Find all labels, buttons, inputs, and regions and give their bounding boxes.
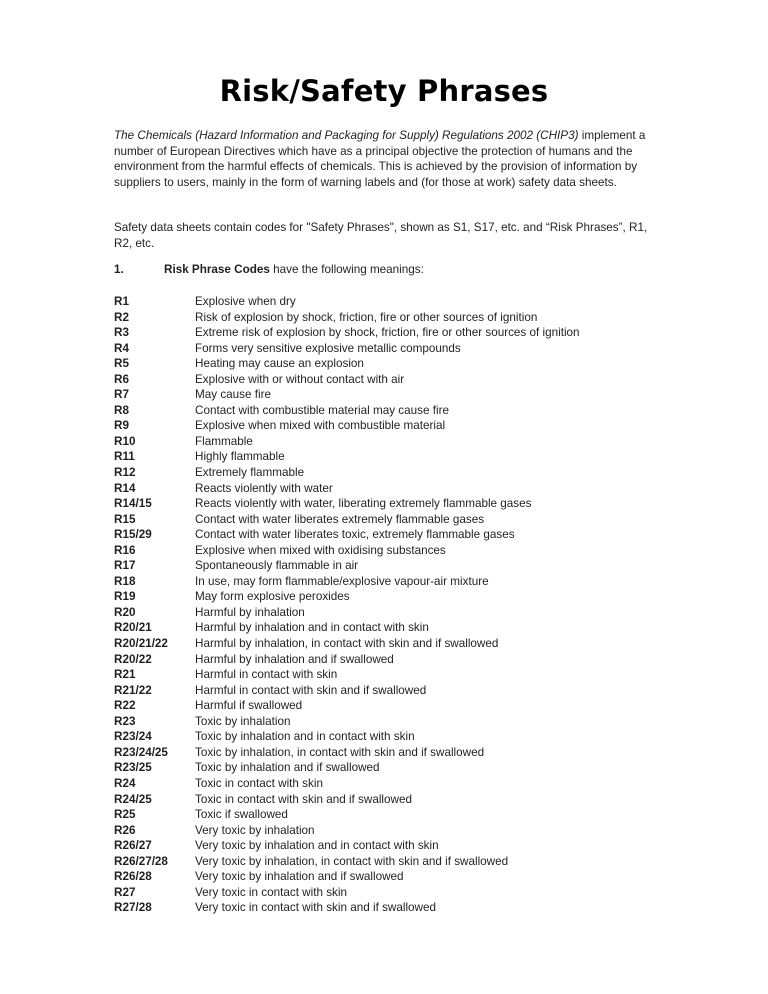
phrase-code: R22 [114,699,136,713]
phrase-code: R23/24 [114,730,152,744]
phrase-code: R17 [114,559,136,573]
phrase-row [114,387,714,403]
phrase-row [114,869,714,885]
section-number: 1. [114,263,124,276]
safety-data-sheets-text: Safety data sheets contain codes for "Safety Phrases", shown as S1, S17, etc. and “Risk Phrases”, R1, R2, etc. [114,221,648,250]
phrase-row [114,620,714,636]
phrase-row [114,854,714,870]
phrase-code: R3 [114,326,129,340]
phrase-description: Very toxic by inhalation and in contact with skin [195,839,439,853]
phrase-code: R21/22 [114,683,152,697]
intro-paragraph-rest: implement a number of European Directives which have as a principal objective the protection of humans and the environment from the harmful effects of chemicals. This is achieved by the provision of information by suppliers to users, mainly in the form of warning labels and (for those at work) safety data sheets. [114,129,646,189]
phrase-description: Contact with water liberates toxic, extremely flammable gases [195,528,515,542]
phrase-description: Reacts violently with water, liberating extremely flammable gases [195,497,532,511]
phrase-code: R26 [114,823,136,837]
phrase-description: Explosive when dry [195,295,296,308]
phrase-row [114,729,714,745]
phrase-code: R18 [114,574,136,588]
phrase-row [114,449,714,465]
phrase-code: R26/27/28 [114,854,168,868]
phrase-code: R7 [114,388,129,402]
phrase-description: Forms very sensitive explosive metallic compounds [195,341,461,355]
phrase-row [114,512,714,528]
phrase-code: R27 [114,885,136,899]
phrase-row [114,900,714,916]
phrase-code: R10 [114,434,136,448]
phrase-description: Flammable [195,434,253,448]
phrase-row [114,683,714,699]
phrase-description: May cause fire [195,388,271,402]
phrase-code: R27/28 [114,901,152,915]
phrase-description: Toxic in contact with skin [195,776,323,790]
phrase-description: Toxic by inhalation and in contact with skin [195,730,415,744]
phrase-row [114,792,714,808]
phrase-description: Toxic by inhalation, in contact with skin and if swallowed [195,745,485,759]
phrase-code: R2 [114,310,129,324]
phrase-row [114,589,714,605]
phrase-code: R20 [114,605,136,619]
phrase-description: Highly flammable [195,450,285,464]
intro-paragraph-text [114,128,650,190]
phrase-code: R25 [114,808,136,822]
phrase-code: R4 [114,341,129,355]
phrase-description: Very toxic by inhalation, in contact with skin and if swallowed [195,854,509,868]
phrase-description: Risk of explosion by shock, friction, fire or other sources of ignition [195,310,538,324]
phrase-row [114,745,714,761]
phrase-code: R26/28 [114,870,152,884]
section-heading-rest: have the following meanings: [269,263,424,276]
phrase-description: Harmful by inhalation [195,605,305,619]
phrase-row [114,356,714,372]
phrase-description: Harmful in contact with skin [195,668,338,682]
phrase-code: R24/25 [114,792,152,806]
phrase-description: Explosive when mixed with combustible material [195,419,446,433]
phrase-code: R26/27 [114,839,152,853]
phrase-code: R5 [114,357,129,371]
phrase-code: R15/29 [114,528,152,542]
phrase-row [114,481,714,497]
phrase-row [114,652,714,668]
phrase-row [114,558,714,574]
phrase-description: Contact with water liberates extremely flammable gases [195,512,485,526]
phrase-code: R20/22 [114,652,152,666]
phrase-row [114,698,714,714]
phrase-code: R11 [114,450,135,464]
phrase-row [114,807,714,823]
phrase-row [114,496,714,512]
phrase-description: Contact with combustible material may cause fire [195,403,449,417]
phrase-code: R14 [114,481,136,495]
phrase-row [114,776,714,792]
phrase-description: Extremely flammable [195,466,305,480]
phrase-description: Reacts violently with water [195,481,333,495]
phrase-code: R1 [114,295,129,308]
section-heading-text [164,262,424,278]
phrase-row [114,372,714,388]
phrase-row [114,294,714,310]
phrase-description: Harmful in contact with skin and if swallowed [195,683,427,697]
phrase-row [114,885,714,901]
phrase-code: R9 [114,419,129,433]
phrase-code: R21 [114,668,136,682]
phrase-description: Toxic if swallowed [195,808,288,822]
phrase-row [114,574,714,590]
phrase-row [114,434,714,450]
risk-phrase-list [114,294,714,916]
phrase-row [114,823,714,839]
phrase-description: Very toxic in contact with skin [195,885,347,899]
phrase-code: R24 [114,776,136,790]
phrase-row [114,465,714,481]
phrase-description: Very toxic by inhalation [195,823,315,837]
phrase-code: R6 [114,372,129,386]
phrase-description: Spontaneously flammable in air [195,559,359,573]
phrase-description: Explosive with or without contact with air [195,372,405,386]
phrase-description: Harmful if swallowed [195,699,303,713]
section-heading [114,262,650,278]
phrase-description: Very toxic by inhalation and if swallowed [195,870,404,884]
phrase-code: R19 [114,590,136,604]
phrase-row [114,543,714,559]
phrase-code: R8 [114,403,129,417]
phrase-description: Harmful by inhalation and in contact with skin [195,621,429,635]
phrase-row [114,760,714,776]
phrase-row [114,403,714,419]
phrase-description: Heating may cause an explosion [195,357,364,371]
phrase-row [114,325,714,341]
phrase-row [114,838,714,854]
phrase-row [114,527,714,543]
phrase-code: R16 [114,543,136,557]
phrase-code: R12 [114,466,136,480]
phrase-row [114,636,714,652]
phrase-row [114,714,714,730]
phrase-description: May form explosive peroxides [195,590,350,604]
intro-paragraph-italic: The Chemicals (Hazard Information and Packaging for Supply) Regulations 2002 (CHIP3) [114,129,579,142]
phrase-code: R23/24/25 [114,745,168,759]
phrase-description: Toxic by inhalation [195,714,291,728]
phrase-code: R15 [114,512,136,526]
page-title: Risk/Safety Phrases [219,74,549,108]
phrase-description: Harmful by inhalation and if swallowed [195,652,394,666]
section-heading-strong: Risk Phrase Codes [164,263,270,276]
intro-paragraph [114,128,650,190]
phrase-description: Extreme risk of explosion by shock, friction, fire or other sources of ignition [195,326,580,340]
phrase-description: Toxic in contact with skin and if swallowed [195,792,412,806]
phrase-row [114,310,714,326]
phrase-row [114,667,714,683]
phrase-row [114,341,714,357]
phrase-description: Toxic by inhalation and if swallowed [195,761,380,775]
safety-data-sheets-paragraph [114,220,650,251]
phrase-code: R14/15 [114,497,152,511]
phrase-code: R23 [114,714,136,728]
phrase-row [114,605,714,621]
phrase-description: Very toxic in contact with skin and if swallowed [195,901,437,915]
phrase-code: R23/25 [114,761,152,775]
phrase-description: Explosive when mixed with oxidising substances [195,543,446,557]
phrase-code: R20/21 [114,621,152,635]
phrase-description: In use, may form flammable/explosive vapour-air mixture [195,574,489,588]
phrase-description: Harmful by inhalation, in contact with skin and if swallowed [195,637,499,651]
phrase-row [114,418,714,434]
phrase-code: R20/21/22 [114,637,168,651]
